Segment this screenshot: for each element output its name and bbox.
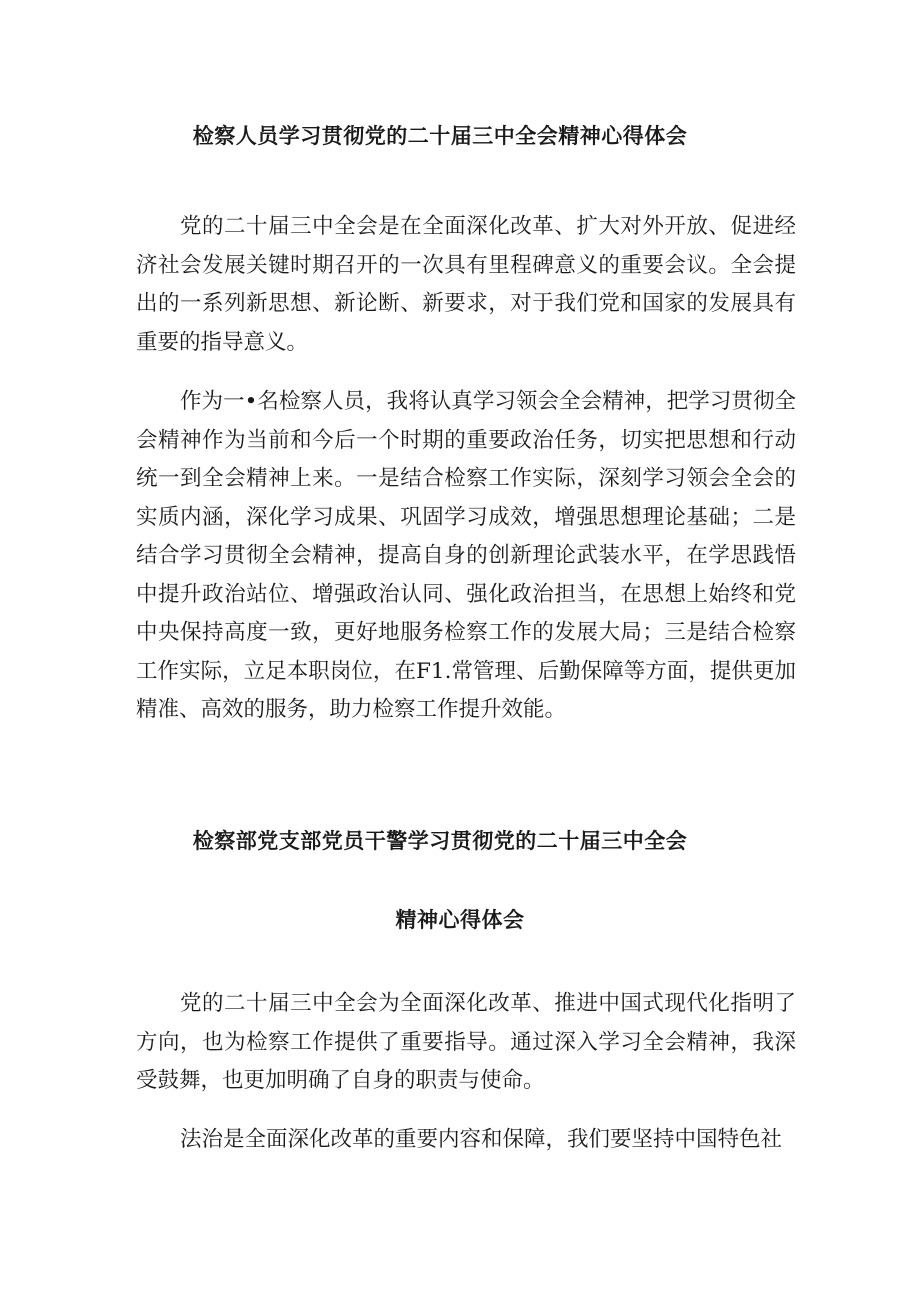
article-1-title: 检察人员学习贯彻党的二十届三中全会精神心得体会	[192, 124, 688, 148]
article-1-paragraph-2: 作为一•名检察人员，我将认真学习领会全会精神，把学习贯彻全会精神作为当前和今后一个时期的重要政治任务，切实把思想和行动统一到全会精神上来。一是结合检察工作实际，深刻学习领会全会的实质内涵，深化学习成果、巩固学习成效，增强思想理论基础；二是结合学习贯彻全会精神，提高自身的创新理论武装水平，在学思践悟中提升政治站位、增强政治认同、强化政治担当，在思想上始终和党中央保持高度一致，更好地服务检察工作的发展大局；三是结合检察工作实际，立足本职岗位，在F1.常管理、后勤保障等方面，提供更加精准、高效的服务，助力检察工作提升效能。	[136, 389, 796, 722]
article-2-title-line-1: 检察部党支部党员干警学习贯彻党的二十届三中全会	[192, 829, 688, 853]
article-2-paragraph-1: 党的二十届三中全会为全面深化改革、推进中国式现代化指明了方向，也为检察工作提供了重要指导。通过深入学习全会精神，我深受鼓舞，也更加明确了自身的职责与使命。	[136, 991, 796, 1093]
article-1-paragraph-1: 党的二十届三中全会是在全面深化改革、扩大对外开放、促进经济社会发展关键时期召开的一次具有里程碑意义的重要会议。全会提出的一系列新思想、新论断、新要求，对于我们党和国家的发展具有重要的指导意义。	[136, 214, 796, 355]
article-2-paragraph-2: 法治是全面深化改革的重要内容和保障，我们要坚持中国特色社	[180, 1127, 783, 1152]
article-2-title-line-2: 精神心得体会	[395, 908, 525, 932]
